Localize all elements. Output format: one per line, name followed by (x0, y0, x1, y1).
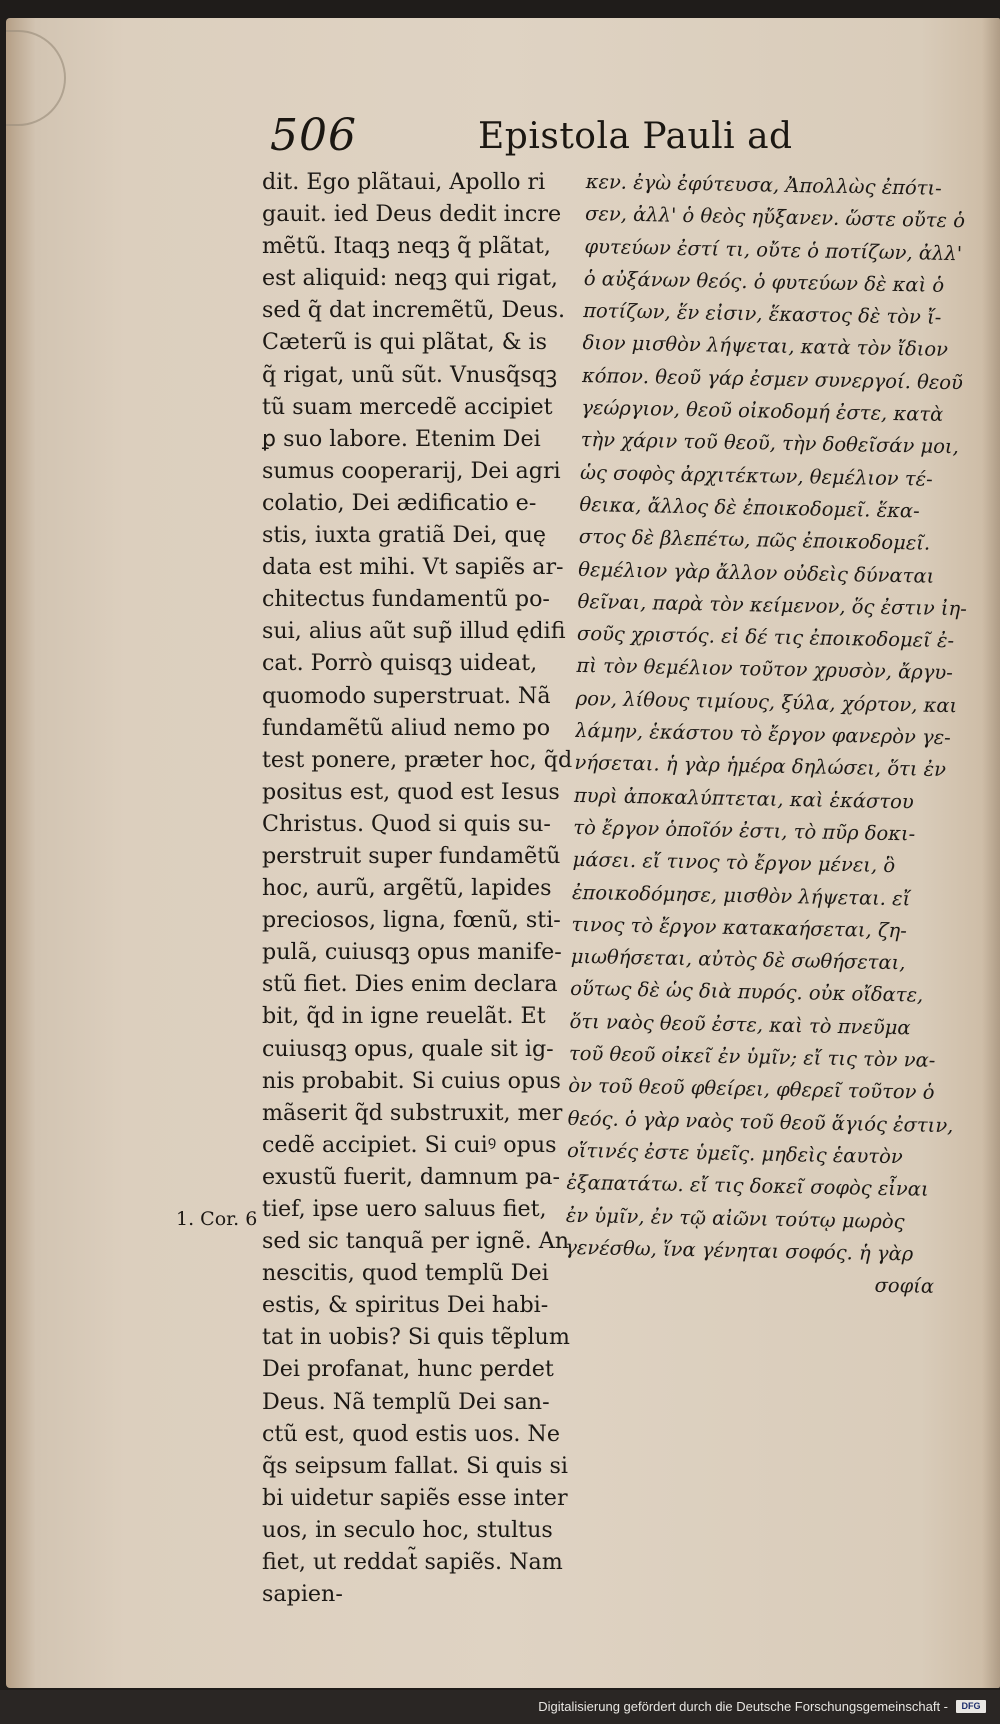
latin-line: tat in uobis? Si quis tẽplum (262, 1324, 570, 1351)
latin-line: sumus cooperarij, Dei agri (262, 457, 561, 484)
latin-line: tief, ipse uero saluus fiet, (262, 1196, 547, 1222)
greek-line: στος δὲ βλεπέτω, πῶς ἐποικοδομεῖ. (578, 525, 931, 555)
latin-line: quomodo superstruat. Nã (262, 682, 551, 709)
latin-line: fundamẽtũ aliud nemo po (262, 714, 551, 741)
greek-line: τὸ ἔργον ὁποῖόν ἐστι, τὸ πῦρ δοκι- (573, 815, 916, 846)
greek-line: γεώργιον, θεοῦ οἰκοδομή ἐστε, κατὰ (581, 396, 944, 426)
greek-line: ὅτι ναὸς θεοῦ ἐστε, καὶ τὸ πνεῦμα (569, 1009, 911, 1040)
greek-line: κόπον. θεοῦ γάρ ἐσμεν συνεργοί. θεοῦ (581, 363, 964, 395)
funding-notice: Digitalisierung gefördert durch die Deutsche Forschungsgemeinschaft - (538, 1699, 948, 1714)
latin-line: q̃s seipsum fallat. Si quis si (262, 1452, 568, 1479)
latin-line: test ponere, præter hoc, q̃d (262, 746, 573, 773)
greek-line: σοῦς χριστός. εἰ δέ τις ἐποικοδομεῖ ἐ- (576, 622, 955, 653)
greek-line: γενέσθω, ἵνα γένηται σοφός. ἡ γὰρ (565, 1235, 914, 1266)
greek-line: πυρὶ ἀποκαλύπτεται, καὶ ἑκάστου (573, 783, 914, 814)
greek-line: θεικα, ἄλλος δὲ ἐποικοδομεῖ. ἕκα- (579, 492, 920, 523)
latin-line: cat. Porrò quisqꝫ uideat, (262, 650, 538, 677)
greek-line: πὶ τὸν θεμέλιον τοῦτον χρυσὸν, ἄργυ- (576, 654, 954, 685)
latin-line: dit. Ego plãtaui, Apollo ri (262, 169, 546, 195)
greek-line: θεῖναι, παρὰ τὸν κείμενον, ὅς ἐστιν ἰη- (577, 589, 968, 621)
running-head (0, 110, 1000, 170)
greek-line: τινος τὸ ἔργον κατακαήσεται, ζη- (571, 912, 908, 943)
margin-reference: 1. Cor. 6 (176, 1208, 258, 1230)
latin-line: gauit. ied Deus dedit incre (262, 201, 562, 228)
greek-line: τοῦ θεοῦ οἰκεῖ ἐν ὑμῖν; εἴ τις τὸν να- (568, 1041, 936, 1072)
latin-line: fiet, ut reddat̃ sapiẽs. Nam (262, 1549, 563, 1576)
latin-line: sed q̃ dat incremẽtũ, Deus. (262, 297, 566, 324)
latin-line: estis, & spiritus Dei habi- (262, 1292, 549, 1319)
greek-line: τὴν χάριν τοῦ θεοῦ, τὴν δοθεῖσάν μοι, (580, 428, 959, 459)
greek-line: φυτεύων ἐστί τι, οὔτε ὁ ποτίζων, ἀλλ' (584, 234, 963, 265)
latin-line: q̃ rigat, unũ sũt. Vnusq̃sqꝫ (262, 361, 558, 388)
greek-line: μιωθήσεται, αὐτὸς δὲ σωθήσεται, (570, 944, 906, 975)
latin-line: ctũ est, quod estis uos. Ne (262, 1420, 560, 1447)
greek-line: ποτίζων, ἕν εἰσιν, ἕκαστος δὲ τὸν ἴ- (583, 299, 942, 330)
latin-line: ꝑ suo labore. Etenim Dei (262, 425, 541, 452)
latin-line: sui, alius aũt sup̃ illud ędifi (262, 618, 566, 645)
greek-line: ἐξαπατάτω. εἴ τις δοκεῖ σοφὸς εἶναι (566, 1171, 929, 1201)
greek-line: διον μισθὸν λήψεται, κατὰ τὸν ἴδιον (582, 331, 949, 362)
greek-line: οὕτως δὲ ὡς διὰ πυρός. οὐκ οἴδατε, (569, 977, 924, 1008)
latin-line: uos, in seculo hoc, stultus (262, 1516, 553, 1543)
latin-line: Cæterũ is qui plãtat, & is (262, 329, 547, 356)
latin-line: preciosos, ligna, fœnũ, sti- (262, 907, 561, 934)
latin-line: colatio, Dei ædificatio e- (262, 489, 537, 516)
greek-line: λάμην, ἑκάστου τὸ ἔργον φανερὸν γε- (574, 718, 951, 750)
latin-line: tũ suam mercedẽ accipiet (262, 393, 553, 420)
greek-catchword: σοφία (874, 1273, 935, 1298)
latin-line: perstruit super fundamẽtũ (262, 842, 561, 869)
latin-line: sed sic tanquã per ignẽ. An (262, 1228, 570, 1255)
latin-line: stis, iuxta gratiã Dei, quę (262, 522, 547, 549)
greek-line: κεν. ἐγὼ ἐφύτευσα, Ἀπολλὼς ἐπότι- (585, 169, 942, 200)
latin-line: nescitis, quod templũ Dei (262, 1260, 549, 1287)
greek-line: ὁ αὐξάνων θεός. ὁ φυτεύων δὲ καὶ ὁ (583, 266, 945, 297)
latin-line: exustũ fuerit, damnum pa- (262, 1163, 561, 1190)
running-title: Epistola Pauli ad (478, 116, 793, 157)
greek-line: ρον, λίθους τιμίους, ξύλα, χόρτον, και (575, 686, 958, 717)
greek-line: ὸν τοῦ θεοῦ φθείρει, φθερεῖ τοῦτον ὁ (568, 1074, 935, 1105)
greek-line: σεν, ἀλλ' ὁ θεὸς ηὔξανεν. ὥστε οὔτε ὁ (584, 202, 966, 233)
latin-text-column (262, 166, 592, 1610)
latin-line: mãserit q̃d substruxit, mer (262, 1099, 563, 1126)
latin-line: nis probabit. Si cuius opus (262, 1067, 561, 1094)
greek-line: ὡς σοφὸς ἀρχιτέκτων, θεμέλιον τέ- (579, 460, 933, 491)
latin-line: sapien- (262, 1581, 343, 1608)
latin-line: cuiusqꝫ opus, quale sit ig- (262, 1035, 554, 1062)
greek-line: μάσει. εἴ τινος τὸ ἔργον μένει, ὃ (572, 848, 896, 878)
latin-line: bi uidetur sapiẽs esse inter (262, 1484, 568, 1511)
greek-line: θεός. ὁ γὰρ ναὸς τοῦ θεοῦ ἅγιός ἐστιν, (567, 1106, 954, 1137)
greek-line: οἵτινές ἐστε ὑμεῖς. μηδεὶς ἑαυτὸν (566, 1138, 903, 1169)
latin-line: mẽtũ. Itaqꝫ neqꝫ q̃ plãtat, (262, 233, 551, 260)
greek-line: ἐν ὑμῖν, ἐν τῷ αἰῶνι τούτῳ μωρὸς (565, 1203, 905, 1233)
latin-line: Christus. Quod si quis su- (262, 810, 551, 837)
latin-line: data est mihi. Vt sapiẽs ar- (262, 554, 564, 581)
latin-line: stũ fiet. Dies enim declara (262, 971, 558, 998)
latin-line: est aliquid: neqꝫ qui rigat, (262, 265, 558, 292)
footer-bar (0, 1690, 1000, 1724)
latin-line: chitectus fundamentũ po- (262, 586, 550, 613)
page-number: 506 (270, 110, 357, 161)
latin-line: Dei profanat, hunc perdet (262, 1356, 554, 1383)
greek-line: ἐποικοδόμησε, μισθὸν λήψεται. εἴ (571, 880, 911, 910)
greek-line: θεμέλιον γὰρ ἄλλον οὐδεὶς δύναται (578, 557, 935, 588)
latin-line: Deus. Nã templũ Dei san- (262, 1388, 550, 1415)
latin-line: bit, q̃d in igne reuelãt. Et (262, 1003, 546, 1030)
latin-line: cedẽ accipiet. Si cuiꝰ opus (262, 1131, 557, 1158)
greek-line: νήσεται. ἡ γὰρ ἡμέρα δηλώσει, ὅτι ἐν (574, 751, 947, 782)
latin-line: positus est, quod est Iesus (262, 778, 560, 805)
latin-line: hoc, aurũ, argẽtũ, lapides (262, 875, 552, 902)
greek-text-column (564, 166, 992, 1304)
dfg-logo-icon: DFG (956, 1700, 986, 1713)
latin-line: pulã, cuiusqꝫ opus manife- (262, 939, 562, 966)
